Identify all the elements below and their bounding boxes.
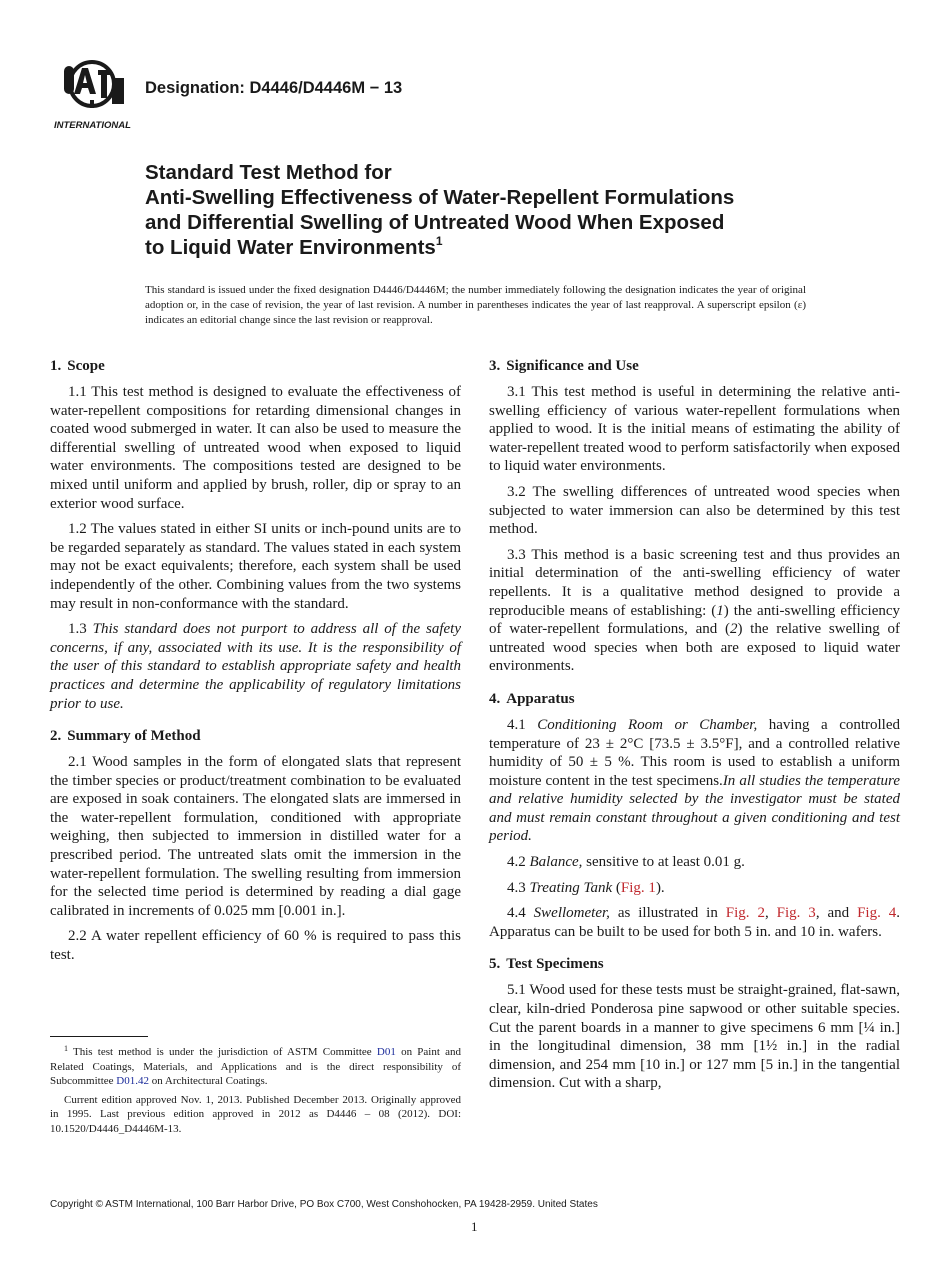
paragraph-number: 4.1	[507, 716, 526, 733]
paragraph-3-1: 3.1 This test method is useful in determining the relative anti-swelling efficiency of various water-repellent formulations when applied to wood. It is the initial means of estimating the ability of water-repellent treated wood to perform satisfactorily when exposed to liquid water environments.	[489, 384, 900, 475]
text-run: having a controlled temperature of 23 ± 2°C [73.5 ± 3.5°F], and a controlled relative humidity of 50 ± 5 %. This room is used to establish a uniform moisture content in the test specimens.	[489, 716, 901, 789]
paragraph-number: 1.3	[68, 621, 87, 638]
astm-logo	[52, 58, 134, 132]
text-run: on Architectural Coatings.	[149, 1075, 268, 1088]
section-summary	[50, 727, 461, 965]
committee-d01-link[interactable]: D01	[376, 1046, 396, 1058]
section-scope	[50, 357, 461, 713]
title-footnote-ref[interactable]: 1	[435, 234, 443, 248]
section-heading	[489, 357, 900, 375]
paragraph-1-3	[50, 620, 461, 713]
term: Swellometer,	[533, 905, 610, 922]
subcommittee-d01-42-link[interactable]: D01.42	[116, 1075, 149, 1088]
footnote-divider	[50, 1036, 148, 1037]
enum-2: 2	[729, 621, 738, 638]
designation: Designation: D4446/D4446M − 13	[145, 79, 403, 97]
section-title: Test Specimens	[506, 956, 604, 973]
document-title	[145, 160, 865, 260]
footnote-mark: 1	[64, 1044, 68, 1053]
term: Balance,	[529, 854, 583, 871]
section-title: Summary of Method	[67, 728, 201, 745]
safety-caveat: This standard does not purport to address all of the safety concerns, if any, associated with its use. It is the responsibility of the user of this standard to establish appropriate safety and health practices and determine the applicability of regulatory limitations prior to use.	[50, 621, 462, 712]
text-run: 3.3 This method is a basic screening test and thus provides an initial determination of the anti-swelling efficiency of water repellents. It is a qualitative method designed to provide a reproducible means of establishing: (	[489, 546, 900, 619]
footnote-1	[50, 1045, 461, 1089]
text-run: (	[612, 879, 621, 896]
fig-1-link[interactable]: Fig. 1	[620, 879, 656, 896]
text-run: as illustrated in	[609, 905, 726, 922]
logo-wordmark: INTERNATIONAL	[54, 120, 131, 131]
text-run: on Paint and Related Coatings, Materials, and Applications and is the direct responsibility of Subcommittee	[50, 1046, 461, 1088]
section-number: 4.	[489, 690, 501, 707]
section-number: 2.	[50, 728, 62, 745]
section-heading	[50, 727, 461, 745]
section-apparatus	[489, 690, 900, 942]
section-title: Apparatus	[506, 690, 575, 707]
paragraph-4-3	[489, 879, 900, 898]
italic-note: In all studies the temperature and relative humidity selected by the investigator must be stated and must remain constant throughout a given conditioning and test period.	[489, 772, 900, 845]
paragraph-1-1: 1.1 This test method is designed to evaluate the effectiveness of water-repellent compositions for retarding dimensional changes in coated wood submerged in water. It can also be used to measure the differential swelling of untreated wood when exposed to liquid water environments. The compositions tested are designed to be mixed until uniform and applied by brush, roller, dip or spray to an exterior wood surface.	[50, 384, 461, 512]
paragraph-4-2	[489, 853, 900, 872]
section-number: 1.	[50, 358, 62, 374]
title-line-3: and Differential Swelling of Untreated Wood When Exposed	[145, 211, 725, 234]
paragraph-number: 4.3	[507, 879, 526, 896]
paragraph-number: 4.4	[507, 905, 526, 922]
paragraph-number: 4.2	[507, 854, 526, 871]
paragraph-3-2: 3.2 The swelling differences of untreated wood species when subjected to water immersion can also be determined by this test method.	[489, 483, 900, 538]
enum-1: 1	[716, 602, 724, 619]
text-run: . Apparatus can be built to be used for both 5 in. and 10 in. wafers.	[489, 905, 900, 940]
paragraph-3-3	[489, 546, 900, 676]
footnotes	[50, 1045, 461, 1141]
fig-3-link[interactable]: Fig. 3	[776, 905, 816, 922]
fig-4-link[interactable]: Fig. 4	[857, 905, 897, 922]
title-line-4	[145, 235, 865, 260]
fig-2-link[interactable]: Fig. 2	[725, 905, 765, 922]
page-number: 1	[471, 1219, 478, 1234]
text-run: ,	[764, 905, 777, 922]
section-title: Significance and Use	[506, 358, 639, 374]
right-column	[489, 357, 900, 1107]
section-heading	[50, 357, 461, 375]
left-column	[50, 357, 461, 979]
title-line-4-text: to Liquid Water Environments	[145, 236, 436, 259]
title-line-1: Standard Test Method for	[145, 161, 392, 184]
text-run: ).	[655, 879, 665, 896]
paragraph-5-1: 5.1 Wood used for these tests must be straight-grained, flat-sawn, clear, kiln-dried Ponderosa pine sapwood or other suitable species. Cut the parent boards in a manner to give specimens 6 mm [¼ in.] in the longitudinal dimension, 38 mm [1½ in.] in the radial dimension, and 254 mm [10 in.] or 127 mm [5 in.] in the tangential dimension. Cut with a sharp,	[489, 982, 900, 1092]
paragraph-1-2: 1.2 The values stated in either SI units or inch-pound units are to be regarded separately as standard. The values stated in each system may not be exact equivalents; therefore, each system shall be used independently of the other. Combining values from the two systems may result in non-conformance with the standard.	[50, 521, 461, 612]
paragraph-2-1: 2.1 Wood samples in the form of elongated slats that represent the timber species or product/treatment combination to be evaluated are exposed in soak containers. The elongated slats are immersed in the water-repellent formulation, conditioned with appropriate weighing, then subjected to immersion in distilled water for a prescribed period. The untreated slats omit the immersion in the water-repellent formulation. The swelling resulting from immersion for the selected time period is determined by reading a dial gage calibrated in increments of 0.025 mm [0.001 in.].	[50, 754, 461, 919]
section-number: 3.	[489, 358, 501, 374]
footnote-edition: Current edition approved Nov. 1, 2013. Published December 2013. Originally approved in 1995. Last previous edition approved in 2012 as D4446 – 08 (2012). DOI: 10.1520/D4446_D4446M-13.	[50, 1093, 461, 1135]
section-heading	[489, 690, 900, 708]
text-run: , and	[815, 905, 858, 922]
section-number: 5.	[489, 956, 501, 973]
paragraph-2-2: 2.2 A water repellent efficiency of 60 % is required to pass this test.	[50, 928, 461, 964]
copyright-notice: Copyright © ASTM International, 100 Barr Harbor Drive, PO Box C700, West Conshohocken, PA 19428-2959. United States	[50, 1199, 598, 1210]
section-title: Scope	[67, 358, 105, 374]
section-significance	[489, 357, 900, 676]
text-run: ) the relative swelling of untreated wood species when both are exposed to liquid water environments.	[489, 621, 900, 675]
term: Treating Tank	[529, 879, 613, 896]
astm-logo-icon	[52, 58, 134, 132]
section-heading	[489, 955, 900, 973]
title-line-2: Anti-Swelling Effectiveness of Water-Repellent Formulations	[145, 186, 735, 209]
text-run: This test method is under the jurisdiction of ASTM Committee	[68, 1046, 377, 1058]
term: Conditioning Room or Chamber,	[537, 716, 758, 733]
paragraph-4-1	[489, 716, 900, 846]
text-run: sensitive to at least 0.01 g.	[582, 854, 745, 871]
issue-note: This standard is issued under the fixed designation D4446/D4446M; the number immediately following the designation indicates the year of original adoption or, in the case of revision, the year of last revision. A number in parentheses indicates the year of last reapproval. A superscript epsilon (ε) indicates an editorial change since the last revision or reapproval.	[145, 284, 806, 326]
paragraph-4-4	[489, 904, 900, 941]
text-run: ) the anti-swelling efficiency of water-repellent formulations, and (	[489, 602, 901, 638]
section-specimens	[489, 955, 900, 1093]
